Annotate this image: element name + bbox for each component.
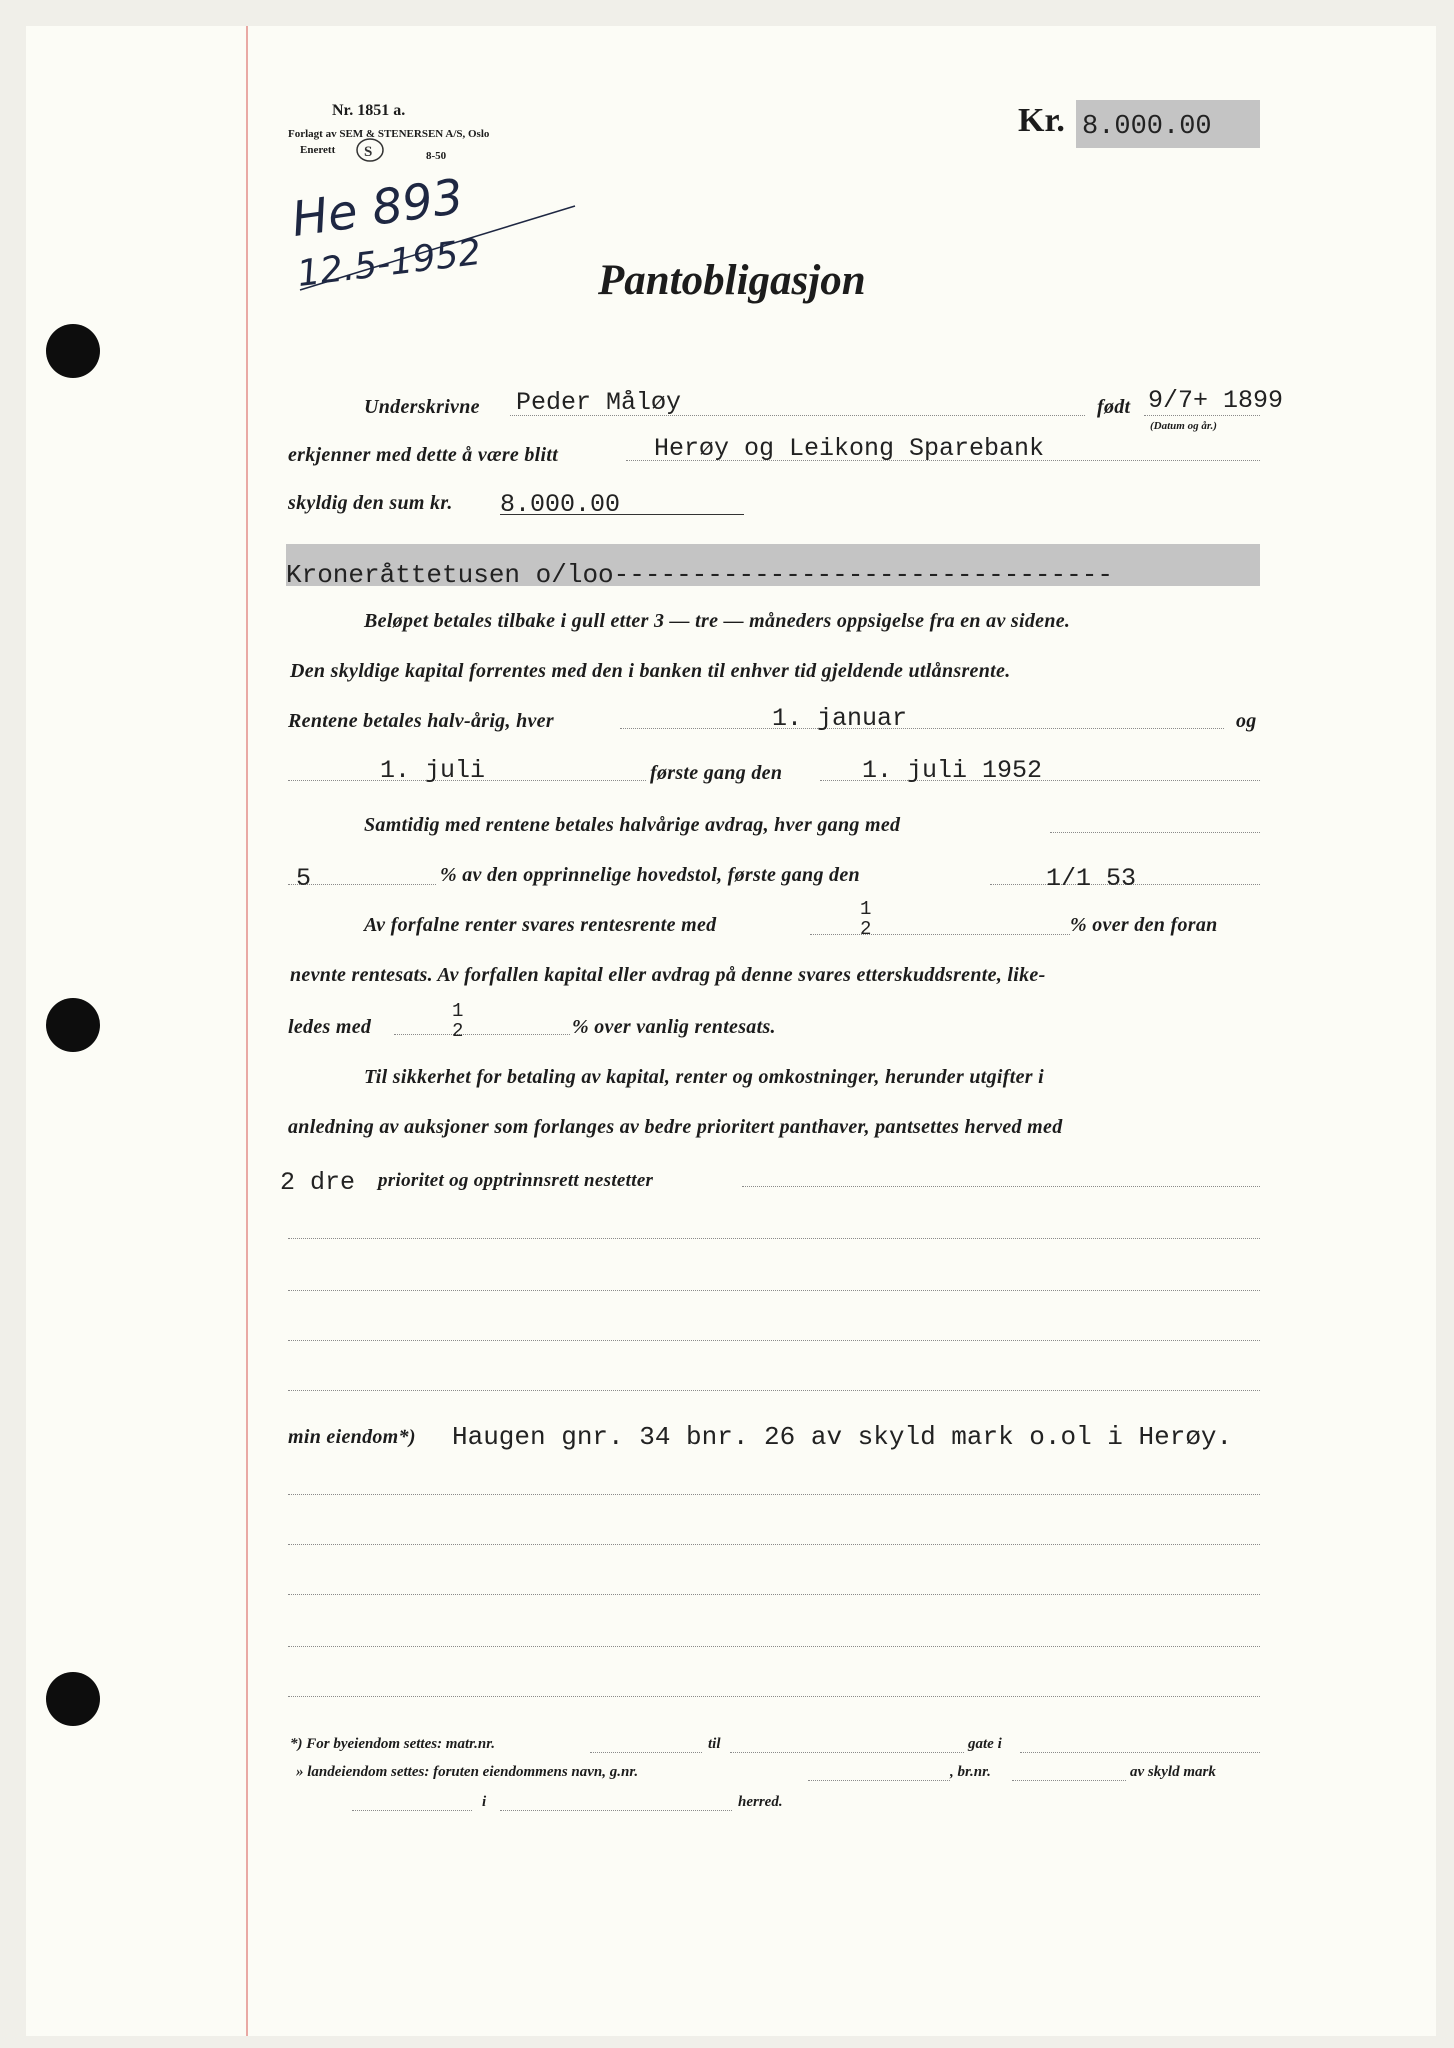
installment-first-date: 1/1 53 — [1046, 864, 1137, 893]
footnote-line-3-herred: herred. — [738, 1794, 783, 1810]
footnote-til-line — [730, 1752, 964, 1753]
priority-line — [742, 1186, 1260, 1187]
late-interest-line — [810, 934, 1070, 935]
interest-date-1: 1. januar — [772, 704, 908, 733]
blank-line-9 — [288, 1696, 1260, 1697]
date-hint: (Datum og år.) — [1150, 420, 1217, 432]
margin-line — [246, 26, 248, 2036]
interest-label: Rentene betales halv-årig, hver — [288, 710, 554, 732]
late-interest-label: Av forfalne renter svares rentesrente med — [364, 914, 717, 936]
interest-date-2: 1. juli — [380, 756, 486, 785]
repayment-terms: Beløpet betales tilbake i gull etter 3 — tre — måneders oppsigelse fra en av sidene. — [364, 610, 1071, 632]
first-time-date: 1. juli 1952 — [862, 756, 1043, 785]
priority-text: prioritet og opptrinnsrett nestetter — [378, 1170, 654, 1191]
owes-label: skyldig den sum kr. — [288, 492, 453, 514]
footnote-gate-line — [1020, 1752, 1260, 1753]
ledes-line — [394, 1034, 570, 1035]
footnote-line-2-skyld: av skyld mark — [1130, 1764, 1216, 1780]
interest-line — [620, 728, 1224, 729]
registration-date: 12.5-1952 — [295, 231, 484, 295]
ledes-half-numerator: 1 — [452, 1000, 464, 1022]
punch-hole-top — [46, 324, 100, 378]
footnote-line-2-brnr: , br.nr. — [950, 1764, 991, 1780]
percent-value: 5 — [296, 864, 312, 893]
creditor-name: Herøy og Leikong Sparebank — [654, 434, 1045, 463]
blank-line-4 — [288, 1390, 1260, 1391]
undersigned-name: Peder Måløy — [516, 388, 682, 417]
born-line — [1144, 415, 1260, 416]
footnote-line-1-gate: gate i — [968, 1736, 1002, 1752]
security-line-2: anledning av auksjoner som forlanges av bedre prioritert panthaver, pantsettes herved med — [288, 1116, 1063, 1138]
form-number: Nr. 1851 a. — [332, 102, 406, 119]
property-label: min eiendom*) — [288, 1426, 416, 1448]
footnote-mark-line — [352, 1810, 472, 1811]
ledes-tail: % over vanlig rentesats. — [572, 1016, 776, 1038]
blank-line-2 — [288, 1290, 1260, 1291]
kr-amount: 8.000.00 — [1082, 112, 1212, 142]
ledes-label: ledes med — [288, 1016, 372, 1038]
footnote-line-1-start: *) For byeiendom settes: matr.nr. — [290, 1736, 496, 1752]
og-label: og — [1236, 710, 1257, 732]
svg-text:S: S — [364, 144, 373, 160]
document-title: Pantobligasjon — [598, 257, 866, 304]
late-interest-line-2: nevnte rentesats. Av forfallen kapital eller avdrag på denne svares etterskuddsrente, like- — [290, 964, 1046, 986]
sum-amount: 8.000.00 — [500, 490, 621, 519]
installments-label: Samtidig med rentene betales halvårige avdrag, hver gang med — [364, 814, 901, 836]
interest-terms: Den skyldige kapital forrentes med den i banken til enhver tid gjeldende utlånsrente. — [290, 660, 1011, 682]
ledes-half-denominator: 2 — [452, 1020, 464, 1042]
footnote-gnr-line — [808, 1780, 950, 1781]
footnote-herred-line — [500, 1810, 732, 1811]
undersigned-label: Underskrivne — [364, 396, 480, 418]
property-value: Haugen gnr. 34 bnr. 26 av skyld mark o.ol i Herøy. — [452, 1422, 1233, 1452]
blank-line-8 — [288, 1646, 1260, 1647]
blank-line-7 — [288, 1594, 1260, 1595]
footnote-matr-line — [590, 1752, 702, 1753]
punch-hole-middle — [46, 998, 100, 1052]
percent-text: % av den opprinnelige hovedstol, første gang den — [440, 864, 860, 886]
born-label: født — [1097, 396, 1131, 418]
kr-label: Kr. — [1018, 102, 1065, 139]
late-half-denominator: 2 — [860, 918, 872, 940]
first-time-label: første gang den — [650, 762, 783, 784]
priority-value: 2 dre — [280, 1168, 356, 1197]
blank-line-5 — [288, 1494, 1260, 1495]
footnote-brnr-line — [1012, 1780, 1126, 1781]
installments-line — [1050, 832, 1260, 833]
publisher-rights: Enerett — [300, 144, 336, 156]
acknowledges-label: erkjenner med dette å være blitt — [288, 444, 559, 466]
publisher-logo — [355, 137, 385, 163]
security-line-1: Til sikkerhet for betaling av kapital, renter og omkostninger, herunder utgifter i — [364, 1066, 1045, 1088]
late-interest-tail: % over den foran — [1070, 914, 1218, 936]
blank-line-6 — [288, 1544, 1260, 1545]
born-date: 9/7+ 1899 — [1148, 386, 1284, 415]
blank-line-1 — [288, 1238, 1260, 1239]
footnote-line-2-start: » landeiendom settes: foruten eiendommens navn, g.nr. — [296, 1764, 639, 1780]
registration-number: He 893 — [288, 168, 467, 248]
punch-hole-bottom — [46, 1672, 100, 1726]
form-edition: 8-50 — [426, 150, 447, 162]
blank-line-3 — [288, 1340, 1260, 1341]
late-half-numerator: 1 — [860, 898, 872, 920]
publisher-line: Forlagt av SEM & STENERSEN A/S, Oslo — [288, 128, 490, 140]
footnote-line-3-i: i — [482, 1794, 487, 1810]
footnote-line-1-til: til — [708, 1736, 721, 1752]
sum-words: Kroneråttetusen o/loo-------------------------------- — [286, 560, 1113, 590]
